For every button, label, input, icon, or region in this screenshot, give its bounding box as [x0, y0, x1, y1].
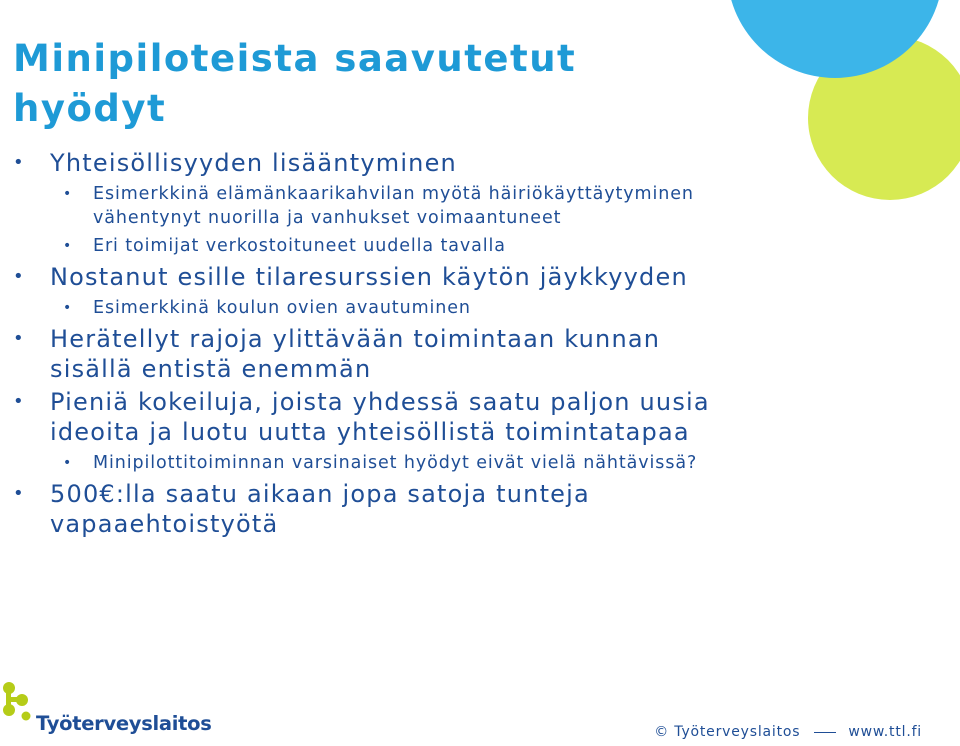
bullet-3: • Herätellyt rajoja ylittävään toimintaan kunnan sisällä entistä enemmän: [13, 325, 661, 383]
bullet-2: • Nostanut esille tilaresurssien käytön jäykkyyden • Esimerkkinä koulun ovien avautuminen: [0, 262, 740, 320]
bullet-dot-icon: •: [13, 266, 25, 287]
bullet-dot-icon: •: [63, 300, 73, 316]
bullet-dot-icon: •: [63, 455, 73, 471]
slide-title: Minipiloteista saavutetut hyödyt: [13, 37, 577, 130]
bullet-dot-icon: •: [13, 328, 25, 349]
bullet-4: • Pieniä kokeiluja, joista yhdessä saatu paljon uusia ideoita ja luotu uutta yhteisöllistä toimintatapaa • Minipilottitoiminnan varsinaiset hyödyt eivät vielä nähtävissä?: [0, 387, 740, 475]
footer-url-link[interactable]: www.ttl.fi: [848, 724, 922, 740]
bullet-5: • 500€:lla saatu aikaan jopa satoja tunteja vapaaehtoistyötä: [13, 480, 590, 538]
sub-bullet: • Esimerkkinä elämänkaarikahvilan myötä häiriökäyttäytyminen vähentynyt nuorilla ja vanhukset voimaantuneet: [63, 184, 694, 228]
sub-bullet: • Minipilottitoiminnan varsinaiset hyödyt eivät vielä nähtävissä?: [63, 453, 698, 473]
footer-copyright: [654, 724, 922, 740]
bullet-dot-icon: •: [63, 186, 73, 202]
bullet-1: • Yhteisöllisyyden lisääntyminen • Esimerkkinä elämänkaarikahvilan myötä häiriökäyttäytyminen vähentynyt nuorilla ja vanhukset voimaantuneet • Eri toimijat verkostoituneet uudella tavalla: [0, 148, 740, 258]
bullet-list: [0, 148, 740, 542]
bullet-dot-icon: •: [63, 238, 73, 254]
sub-bullet: • Esimerkkinä koulun ovien avautuminen: [63, 298, 471, 318]
bullet-dot-icon: •: [13, 391, 25, 412]
separator-line: [814, 732, 836, 733]
copyright-text: © Työterveyslaitos: [654, 724, 801, 740]
ttl-logo-text: Työterveyslaitos: [36, 712, 212, 735]
bullet-dot-icon: •: [13, 483, 25, 504]
blue-circle-decoration: [727, 0, 943, 78]
sub-bullet: • Eri toimijat verkostoituneet uudella tavalla: [63, 236, 506, 256]
green-circle-decoration: [808, 36, 960, 200]
bullet-dot-icon: •: [13, 152, 25, 173]
